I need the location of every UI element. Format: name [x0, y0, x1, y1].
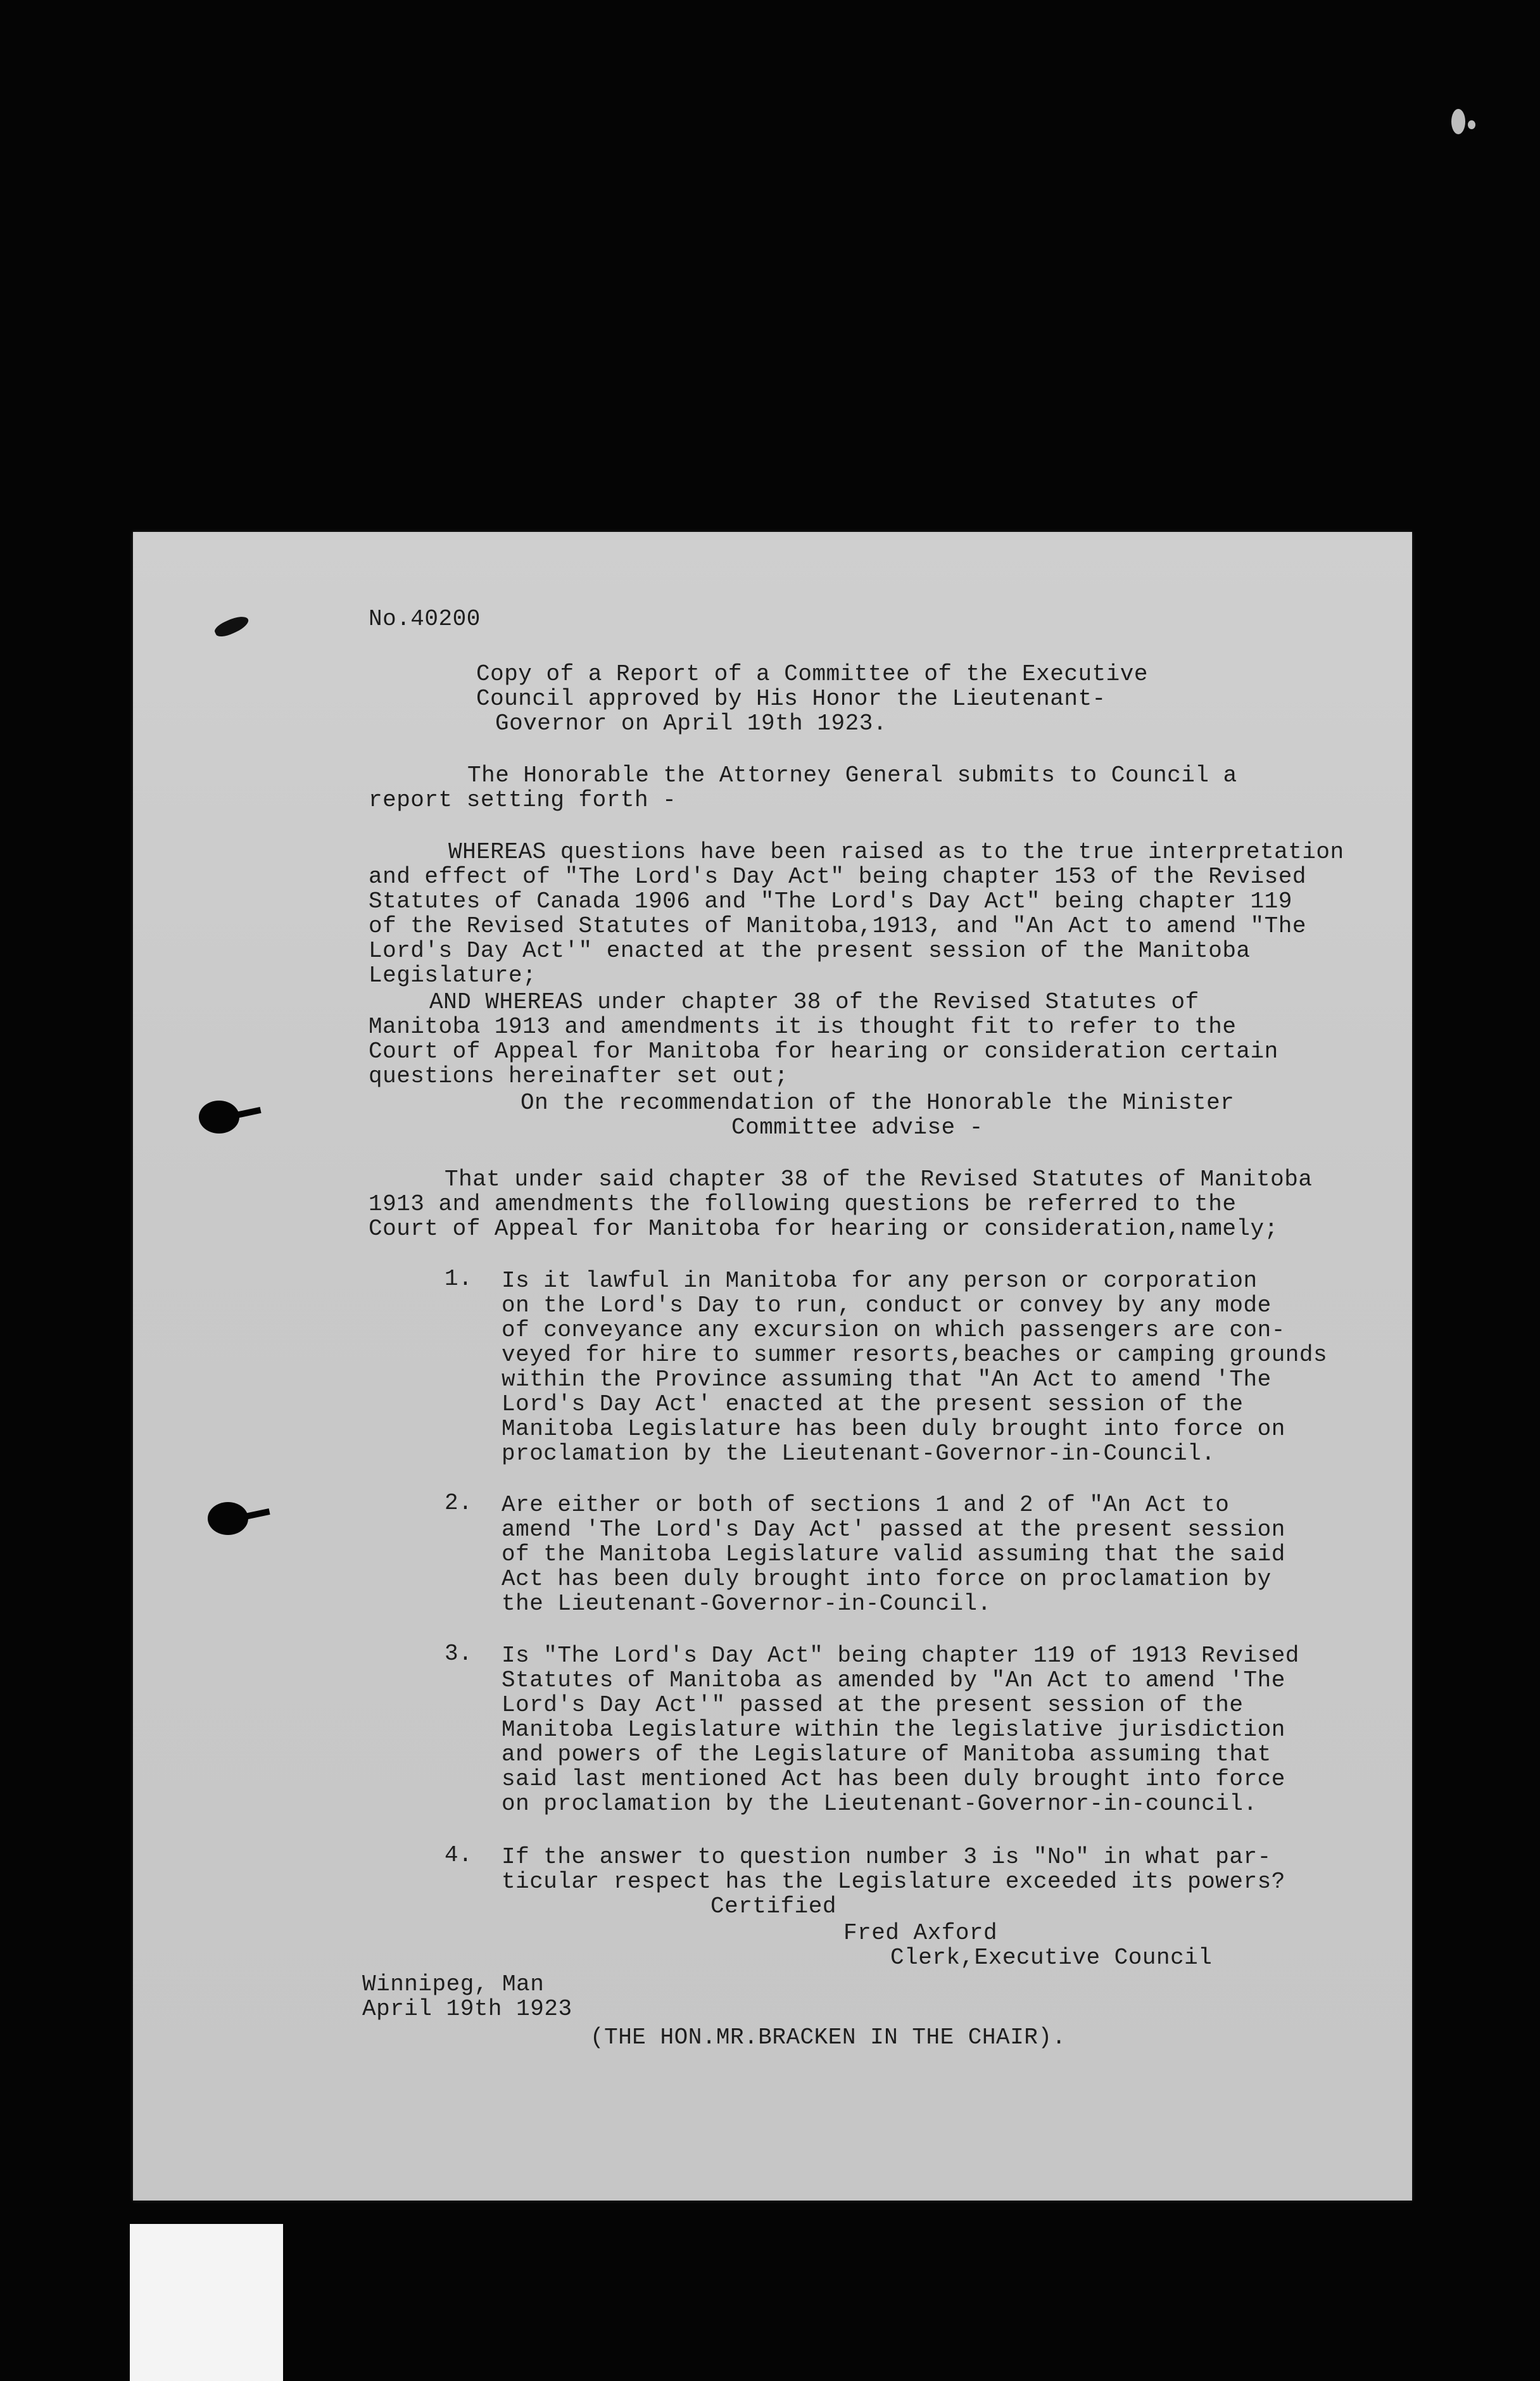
question-3-line-6: said last mentioned Act has been duly brought into force — [502, 1766, 1285, 1792]
signer-name: Fred Axford — [843, 1920, 998, 1946]
question-3-line-3: Lord's Day Act'" passed at the present session of the — [502, 1692, 1244, 1718]
heading-line-3: Governor on April 19th 1923. — [495, 711, 887, 736]
question-2-line-5: the Lieutenant-Governor-in-Council. — [502, 1591, 992, 1617]
punch-hole-bottom — [208, 1502, 248, 1535]
question-3-line-4: Manitoba Legislature within the legislative jurisdiction — [502, 1717, 1285, 1743]
resolution-line-1: That under said chapter 38 of the Revised Statutes of Manitoba — [445, 1166, 1313, 1192]
question-2-number: 2. — [445, 1490, 473, 1516]
question-3-line-5: and powers of the Legislature of Manitoba assuming that — [502, 1741, 1272, 1767]
question-1-line-3: of conveyance any excursion on which passengers are con- — [502, 1317, 1285, 1343]
whereas-1-line-1: WHEREAS questions have been raised as to the true interpretation — [448, 839, 1344, 865]
date: April 19th 1923 — [362, 1996, 572, 2022]
whereas-1-line-4: of the Revised Statutes of Manitoba,1913, and "An Act to amend "The — [369, 913, 1306, 939]
question-1-line-6: Lord's Day Act' enacted at the present session of the — [502, 1391, 1244, 1417]
question-1-number: 1. — [445, 1266, 473, 1292]
question-2-line-3: of the Manitoba Legislature valid assuming that the said — [502, 1541, 1285, 1567]
ink-mark — [213, 612, 251, 640]
dust-speck — [1468, 120, 1475, 129]
question-4-number: 4. — [445, 1842, 473, 1868]
whereas-1-line-6: Legislature; — [369, 963, 537, 988]
recommendation-line-1: On the recommendation of the Honorable the Minister — [521, 1090, 1235, 1116]
intro-line-2: report setting forth - — [369, 787, 677, 813]
question-3-number: 3. — [445, 1641, 473, 1667]
chair-note: (THE HON.MR.BRACKEN IN THE CHAIR). — [590, 2024, 1066, 2050]
question-4-line-1: If the answer to question number 3 is "No" in what par- — [502, 1844, 1272, 1870]
question-2-line-2: amend 'The Lord's Day Act' passed at the present session — [502, 1517, 1285, 1543]
question-4-line-2: ticular respect has the Legislature exceeded its powers? — [502, 1869, 1285, 1895]
signer-title: Clerk,Executive Council — [890, 1945, 1213, 1971]
heading-line-1: Copy of a Report of a Committee of the Executive — [476, 661, 1148, 687]
question-1-line-4: veyed for hire to summer resorts,beaches or camping grounds — [502, 1342, 1328, 1368]
certified-label: Certified — [710, 1893, 836, 1919]
question-1-line-2: on the Lord's Day to run, conduct or convey by any mode — [502, 1292, 1272, 1318]
place: Winnipeg, Man — [362, 1971, 545, 1997]
document-number: No.40200 — [369, 606, 481, 632]
whereas-1-line-2: and effect of "The Lord's Day Act" being chapter 153 of the Revised — [369, 864, 1306, 890]
whereas-1-line-3: Statutes of Canada 1906 and "The Lord's Day Act" being chapter 119 — [369, 888, 1292, 914]
question-1-line-5: within the Province assuming that "An Act to amend 'The — [502, 1367, 1272, 1393]
calibration-patch — [130, 2224, 283, 2381]
heading-line-2: Council approved by His Honor the Lieutenant- — [476, 686, 1106, 712]
question-2-line-1: Are either or both of sections 1 and 2 of "An Act to — [502, 1492, 1230, 1518]
question-1-line-1: Is it lawful in Manitoba for any person or corporation — [502, 1268, 1258, 1294]
whereas-2-line-3: Court of Appeal for Manitoba for hearing or consideration certain — [369, 1039, 1278, 1064]
document-page — [133, 532, 1412, 2201]
resolution-line-2: 1913 and amendments the following questions be referred to the — [369, 1191, 1237, 1217]
whereas-2-line-1: AND WHEREAS under chapter 38 of the Revised Statutes of — [429, 989, 1199, 1015]
recommendation-line-2: Committee advise - — [731, 1115, 983, 1140]
question-1-line-7: Manitoba Legislature has been duly brought into force on — [502, 1416, 1285, 1442]
dust-speck — [1451, 109, 1465, 134]
question-1-line-8: proclamation by the Lieutenant-Governor-in-Council. — [502, 1441, 1216, 1467]
question-3-line-7: on proclamation by the Lieutenant-Governor-in-council. — [502, 1791, 1258, 1817]
question-2-line-4: Act has been duly brought into force on proclamation by — [502, 1566, 1272, 1592]
punch-hole-top — [199, 1101, 239, 1134]
whereas-2-line-2: Manitoba 1913 and amendments it is thought fit to refer to the — [369, 1014, 1237, 1040]
question-3-line-2: Statutes of Manitoba as amended by "An Act to amend 'The — [502, 1667, 1285, 1693]
whereas-1-line-5: Lord's Day Act'" enacted at the present session of the Manitoba — [369, 938, 1251, 964]
question-3-line-1: Is "The Lord's Day Act" being chapter 119 of 1913 Revised — [502, 1643, 1299, 1669]
intro-line-1: The Honorable the Attorney General submits to Council a — [467, 762, 1237, 788]
resolution-line-3: Court of Appeal for Manitoba for hearing or consideration,namely; — [369, 1216, 1278, 1242]
whereas-2-line-4: questions hereinafter set out; — [369, 1063, 789, 1089]
